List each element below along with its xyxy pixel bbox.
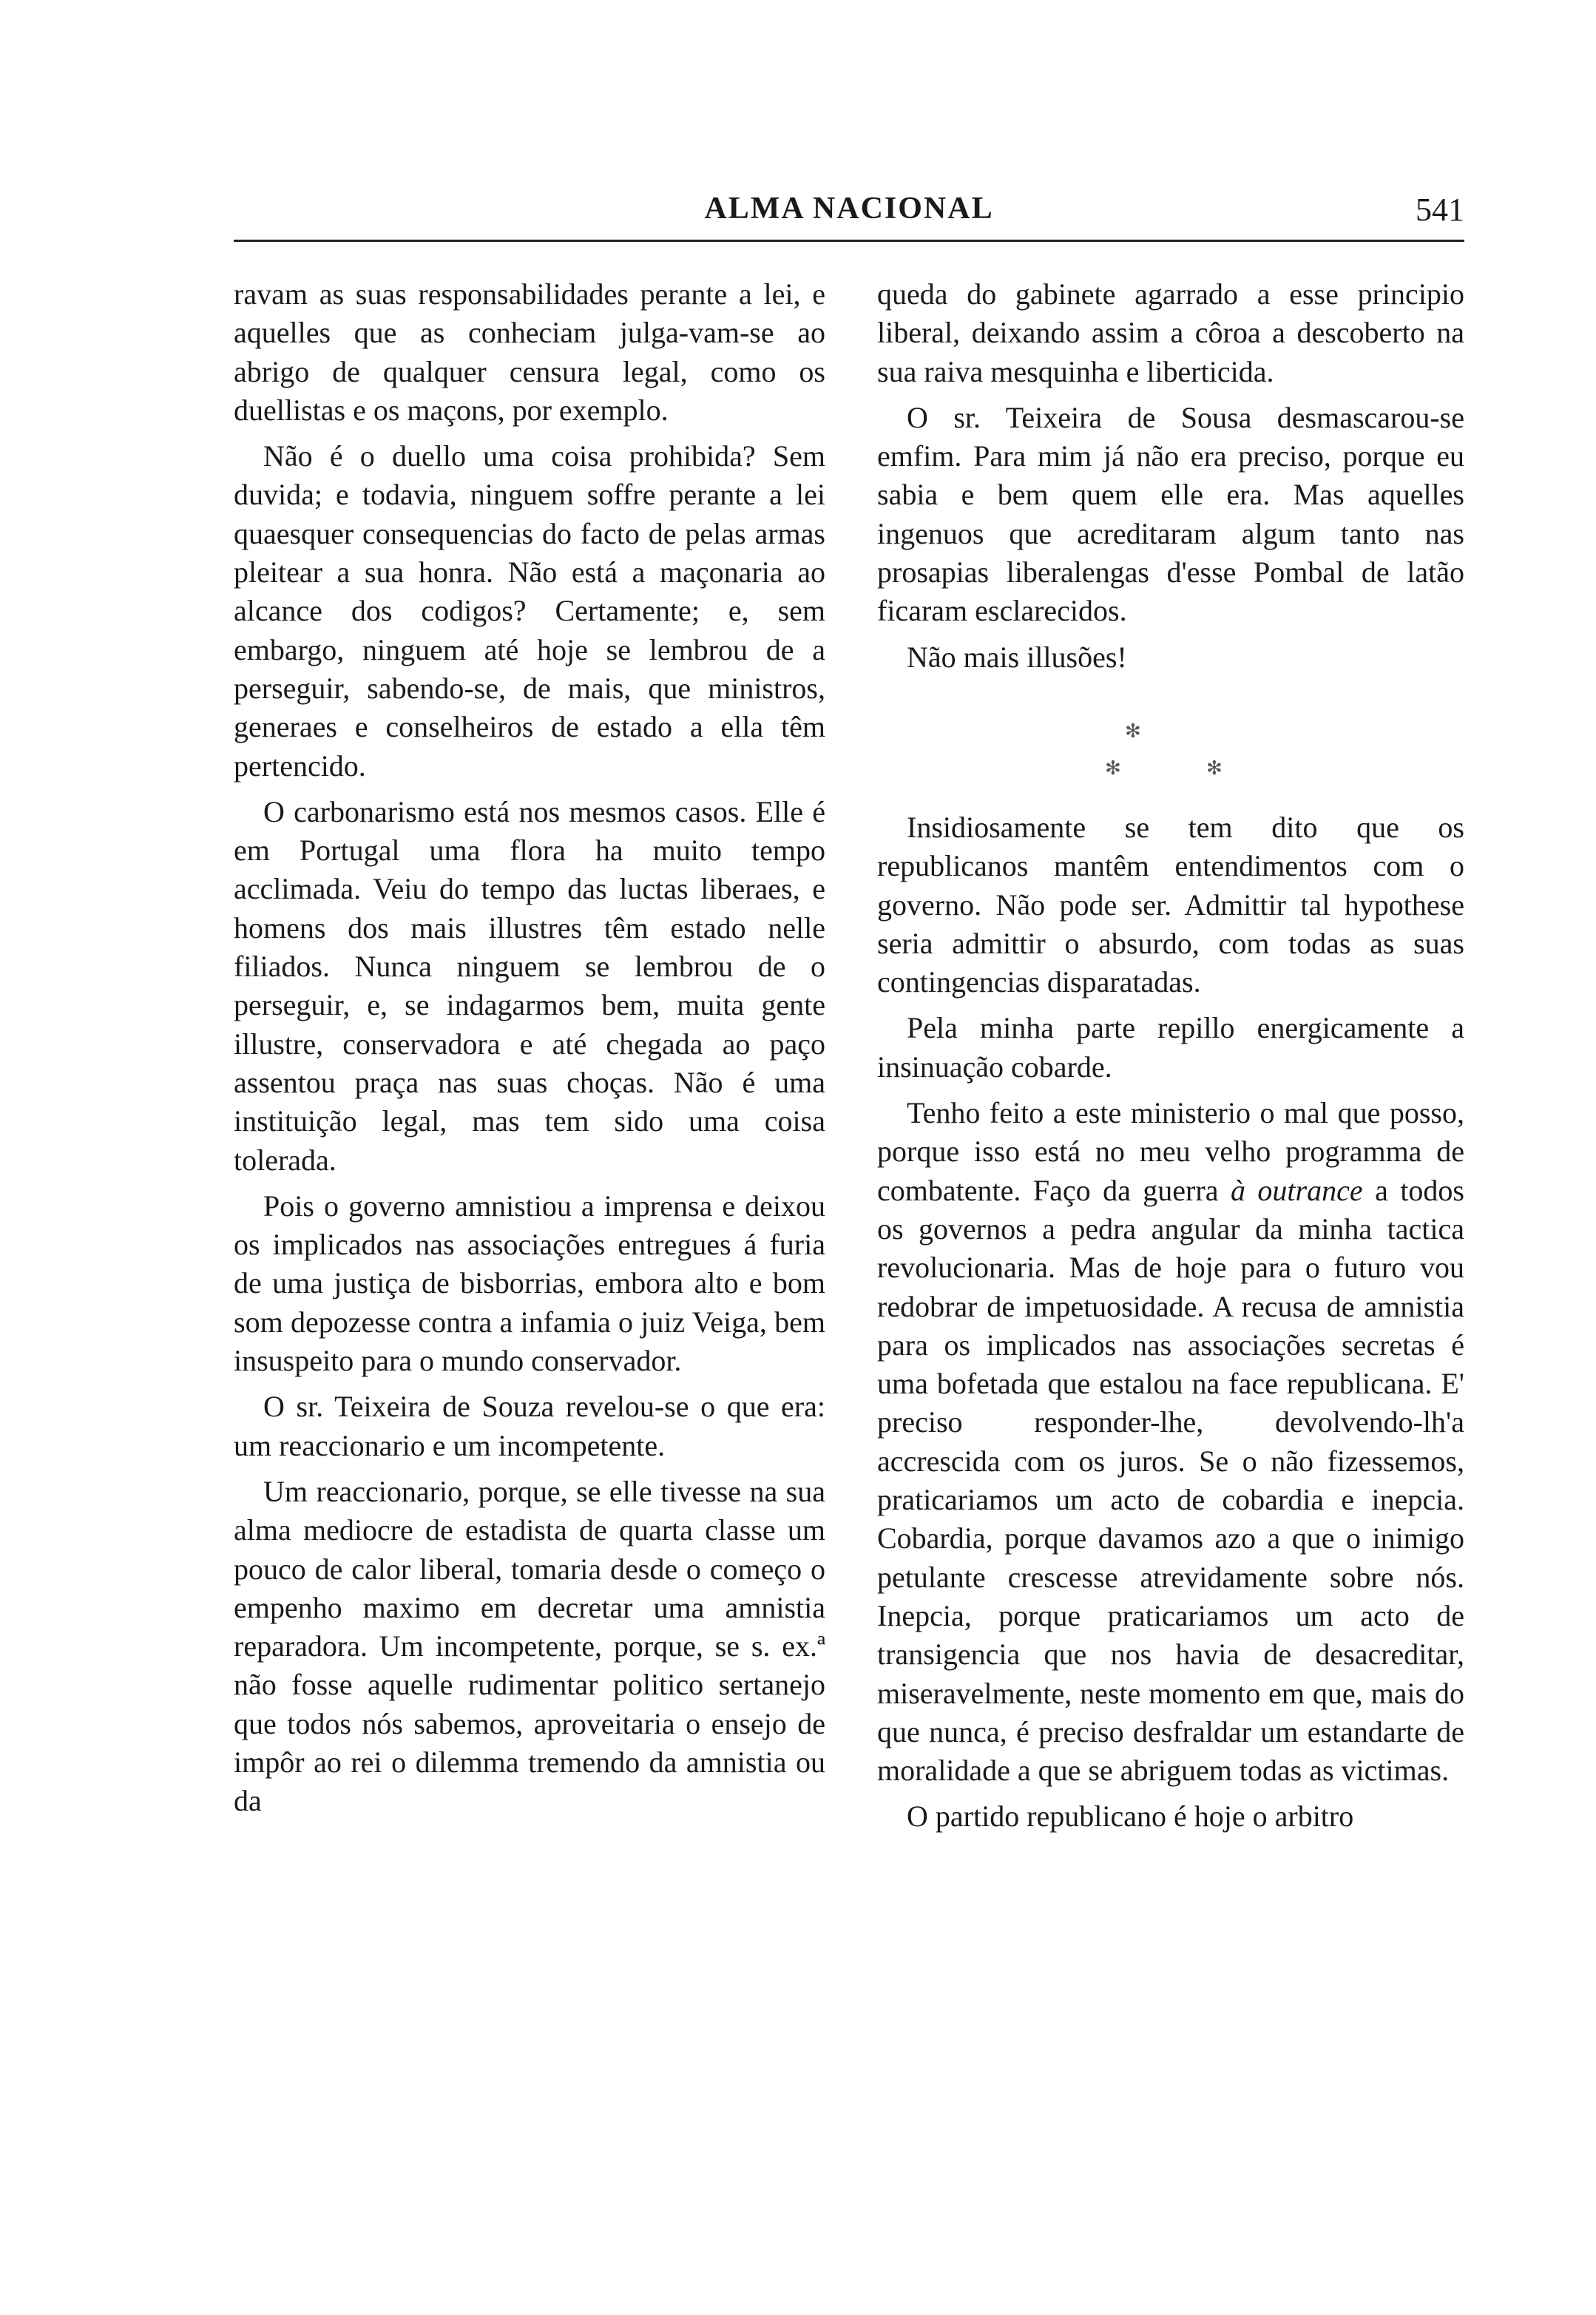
paragraph: O carbonarismo está nos mesmos casos. Elle é em Portugal uma flora ha muito tempo acclimada. Veiu do tempo das luctas liberaes, e homens dos mais illustres têm estado nelle filiados. Nunca ninguem se lembrou de o perseguir, e, se indagarmos bem, muita gente illustre, conservadora e até chegada ao paço assentou praça nas suas choças. Não é uma instituição legal, mas tem sido uma coisa tolerada. [234,794,825,1177]
header-rule [234,240,1464,242]
paragraph: Não é o duello uma coisa prohibida? Sem duvida; e todavia, ninguem soffre perante a lei quaesquer consequencias do facto de pelas armas pleitear a sua honra. Não está a maçonaria ao alcance dos codigos? Certamente; e, sem embargo, ninguem até hoje se lembrou de a perseguir, sabendo-se, de mais, que ministros, generaes e conselheiros de estado a ella têm pertencido. [234,439,825,783]
paragraph: O partido republicano é hoje o arbitro [907,1799,1354,1834]
text-run: a todos os governos a pedra angular da minha tactica revolucionaria. Mas de hoje para o futuro vou redobrar de impetuosidade. A recusa de amnistia para os implicados nas associações secretas é uma bofetada que estalou na face republicana. E' preciso responder-lhe, devolvendo-lh'a accrescida com os juros. Se o não fizessemos, praticariamos um acto de cobardia e inepcia. Cobardia, porque davamos azo a que o inimigo petulante crescesse atrevidamente sobre nós. Inepcia, porque praticariamos um acto de transigencia que nos havia de desacreditar, miseravelmente, neste momento em que, mais do que nunca, é preciso desfraldar um estandarte de moralidade a que se abriguem todas as victimas. [877,1173,1465,1788]
page-number: 541 [1416,192,1464,228]
page-header [234,191,1464,243]
paragraph: Pela minha parte repillo energicamente a insinuação cobarde. [877,1011,1464,1084]
asterism-star: ✻ [1125,720,1141,742]
paragraph: O sr. Teixeira de Souza revelou-se o que era: um reaccionario e um incompetente. [234,1390,825,1462]
running-title: ALMA NACIONAL [704,192,994,226]
paragraph: Insidiosamente se tem dito que os republicanos mantêm entendimentos com o governo. Não pode ser. Admittir tal hypothese seria admittir o absurdo, com todas as suas contingencias disparatadas. [877,810,1464,999]
paragraph: ravam as suas responsabilidades perante a lei, e aquelles que as conheciam julga-vam-se ao abrigo de qualquer censura legal, como os duellistas e os maçons, por exemplo. [234,277,825,427]
paragraph: O sr. Teixeira de Sousa desmascarou-se emfim. Para mim já não era preciso, porque eu sabia e bem quem elle era. Mas aquelles ingenuos que acreditaram algum tanto nas prosapias liberalengas d'esse Pombal de latão ficaram esclarecidos. [877,400,1464,628]
asterism-star: ✻ [1206,757,1223,779]
right-column [877,275,1464,1844]
section-break-asterism [877,684,1464,808]
paragraph: Um reaccionario, porque, se elle tivesse na sua alma mediocre de estadista de quarta classe um pouco de calor liberal, tomaria desde o começo o empenho maximo em decretar uma amnistia reparadora. Um incompetente, porque, se s. ex.ª não fosse aquelle rudimentar politico sertanejo que todos nós sabemos, aproveitaria o ensejo de impôr ao rei o dilemma tremendo da amnistia ou da [234,1474,825,1818]
paragraph: Não mais illusões! [907,640,1127,674]
italic-phrase: à outrance [1230,1173,1363,1207]
paragraph: queda do gabinete agarrado a esse principio liberal, deixando assim a côroa a descoberto na sua raiva mesquinha e liberticida. [877,277,1464,388]
asterism-star: ✻ [1105,757,1121,779]
left-column [234,275,825,1828]
paragraph-with-italic [877,1094,1464,1790]
paragraph: Pois o governo amnistiou a imprensa e deixou os implicados nas associações entregues á furia de uma justiça de bisborrias, embora alto e bom som depozesse contra a infamia o juiz Veiga, bem insuspeito para o mundo conservador. [234,1189,825,1378]
text-run: Tenho feito a este ministerio o mal que posso, porque isso está no meu velho programma de combatente. Faço da guerra [877,1096,1464,1207]
